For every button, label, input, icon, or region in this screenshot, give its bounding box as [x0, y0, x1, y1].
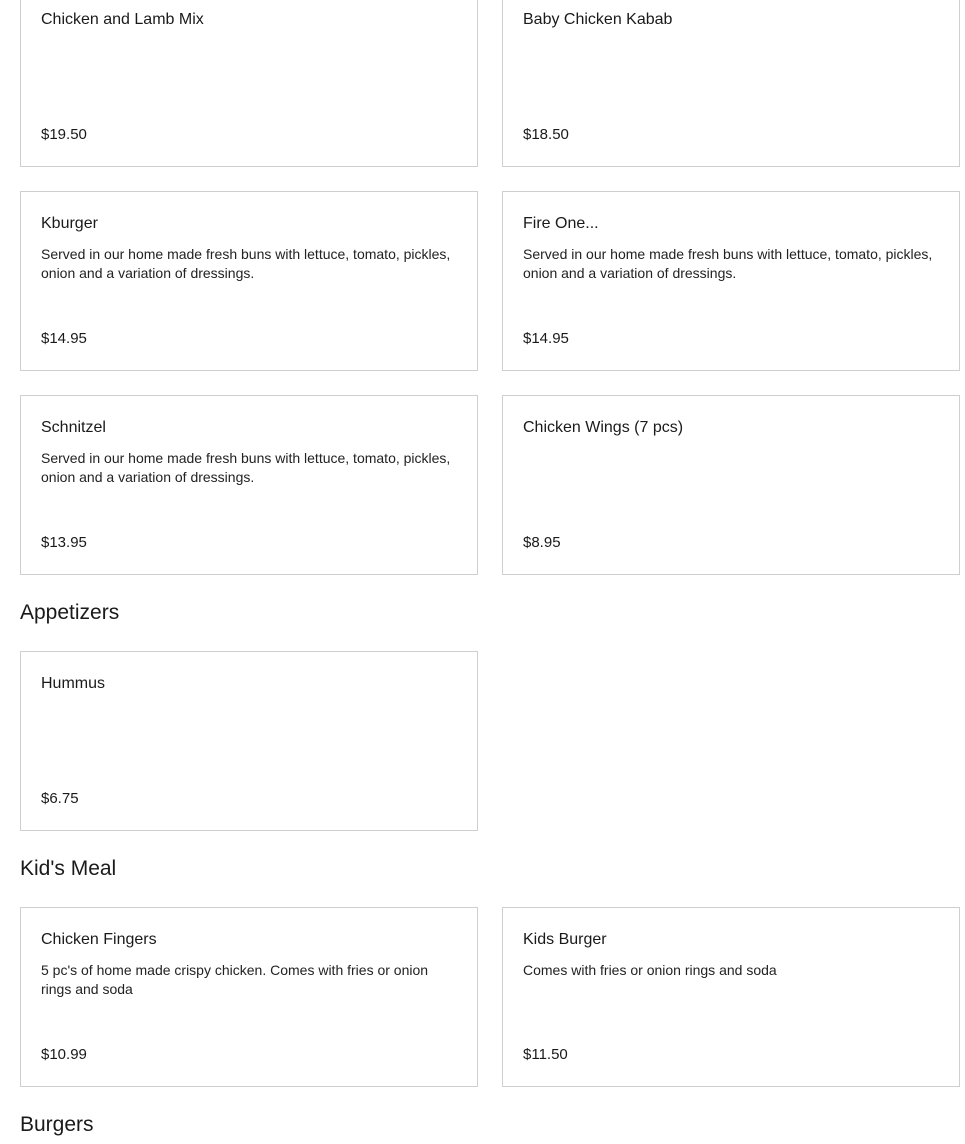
menu-item-name: Chicken and Lamb Mix — [41, 11, 204, 28]
menu-item-description: Served in our home made fresh buns with lettuce, tomato, pickles, onion and a variation of dressings. — [523, 246, 933, 281]
menu-item-card[interactable] — [502, 191, 960, 371]
menu-item-card[interactable] — [20, 651, 478, 831]
menu-item-name: Kids Burger — [523, 931, 607, 948]
menu-item-price: $19.50 — [41, 126, 87, 143]
menu-item-price: $6.75 — [41, 790, 79, 807]
menu-item-price: $14.95 — [523, 330, 569, 347]
menu-item-name: Fire One... — [523, 215, 599, 232]
section-title-burgers: Burgers — [20, 1113, 94, 1136]
menu-item-description: Served in our home made fresh buns with lettuce, tomato, pickles, onion and a variation of dressings. — [41, 246, 451, 281]
menu-item-price: $11.50 — [523, 1046, 568, 1063]
menu-item-card[interactable] — [20, 191, 478, 371]
menu-item-name: Kburger — [41, 215, 98, 232]
menu-item-description: Comes with fries or onion rings and soda — [523, 962, 777, 978]
menu-item-card[interactable] — [20, 907, 478, 1087]
menu-item-name: Schnitzel — [41, 419, 106, 436]
menu-item-card[interactable] — [502, 0, 960, 167]
menu-item-price: $10.99 — [41, 1046, 87, 1063]
menu-item-description: Served in our home made fresh buns with lettuce, tomato, pickles, onion and a variation of dressings. — [41, 450, 451, 485]
menu-item-name: Chicken Wings (7 pcs) — [523, 419, 684, 436]
menu-item-price: $18.50 — [523, 126, 569, 143]
menu-item-name: Chicken Fingers — [41, 931, 157, 948]
menu-item-price: $13.95 — [41, 534, 87, 551]
menu-item-description: 5 pc's of home made crispy chicken. Comes with fries or onion rings and soda — [41, 962, 429, 997]
menu-item-card[interactable] — [20, 0, 478, 167]
menu-item-name: Baby Chicken Kabab — [523, 11, 673, 28]
menu-item-name: Hummus — [41, 675, 106, 692]
menu-item-card[interactable] — [502, 395, 960, 575]
menu-item-price: $14.95 — [41, 330, 87, 347]
section-title-appetizers: Appetizers — [20, 601, 120, 624]
menu-item-card[interactable] — [20, 395, 478, 575]
menu-item-price: $8.95 — [523, 534, 561, 551]
menu-item-card[interactable] — [502, 907, 960, 1087]
section-title-kids-meal: Kid's Meal — [20, 857, 117, 880]
